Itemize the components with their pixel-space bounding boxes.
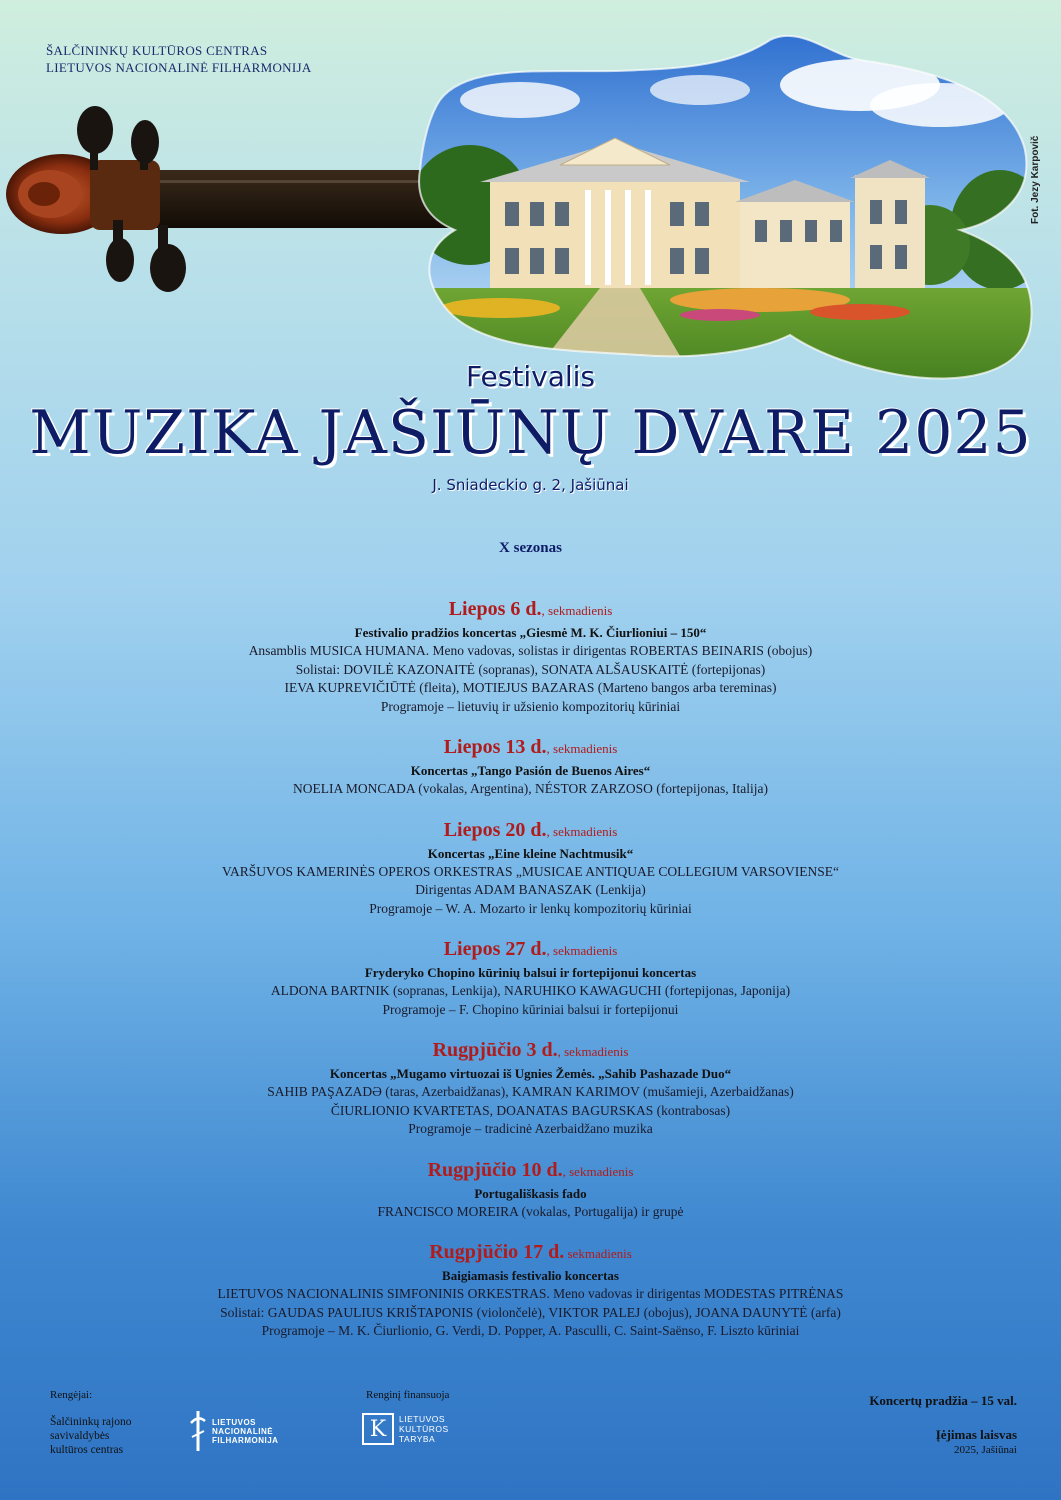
- footer: [0, 1385, 1061, 1500]
- event-title: Fryderyko Chopino kūrinių balsui ir fortepijonui koncertas: [364, 965, 697, 980]
- event-weekday: , sekmadienis: [546, 943, 618, 958]
- event-detail: ČIURLIONIO KVARTETAS, DOANATAS BAGURSKAS (kontrabosas): [330, 1102, 731, 1118]
- event-detail: Programoje – tradicinė Azerbaidžano muzika: [408, 1121, 653, 1136]
- culture-council-logo-icon: K: [362, 1413, 394, 1445]
- philharmonic-logo: [188, 1409, 278, 1453]
- event-date-line: [0, 1037, 1061, 1065]
- event-date-line: [0, 1239, 1061, 1267]
- event-item: [0, 734, 1061, 799]
- event-date: Liepos 13 d.: [443, 736, 547, 758]
- event-weekday: sekmadienis: [564, 1246, 632, 1261]
- philharmonic-logo-line: NACIONALINĖ: [212, 1426, 274, 1436]
- festival-title: MUZIKA JAŠIŪNŲ DVARE 2025: [29, 398, 1032, 468]
- organizer-line: ŠALČININKŲ KULTŪROS CENTRAS: [46, 43, 268, 58]
- event-detail: IEVA KUPREVIČIŪTĖ (fleita), MOTIEJUS BAZARAS (Marteno bangos arba tereminas): [284, 680, 777, 695]
- event-detail: NOELIA MONCADA (vokalas, Argentina), NÉSTOR ZARZOSO (fortepijonas, Italija): [293, 781, 768, 796]
- season-label: X sezonas: [499, 540, 562, 556]
- organizer-name-line: savivaldybės: [50, 1430, 110, 1442]
- event-detail: Ansamblis MUSICA HUMANA. Meno vadovas, solistas ir dirigentas ROBERTAS BEINARIS (obojus): [248, 643, 813, 658]
- event-detail: ALDONA BARTNIK (sopranas, Lenkija), NARUHIKO KAWAGUCHI (fortepijonas, Japonija): [270, 983, 791, 998]
- place-year: 2025, Jašiūnai: [954, 1444, 1017, 1456]
- event-date: Rugpjūčio 17 d.: [429, 1241, 565, 1263]
- event-detail: SAHIB PAŞAZADƏ (taras, Azerbaidžanas), KAMRAN KARIMOV (mušamieji, Azerbaidžanas): [267, 1084, 794, 1099]
- event-date: Liepos 27 d.: [443, 938, 547, 960]
- event-detail: Solistai: DOVILĖ KAZONAITĖ (sopranas), SONATA ALŠAUSKAITĖ (fortepijonas): [295, 661, 766, 677]
- culture-council-logo: [362, 1413, 449, 1445]
- event-detail: Programoje – lietuvių ir užsienio kompozitorių kūriniai: [380, 698, 681, 714]
- organizer-name-line: kultūros centras: [50, 1444, 124, 1456]
- entry-info: Įėjimas laisvas: [935, 1427, 1017, 1442]
- photo-credit: Fot. Jezy Karpovič: [1030, 135, 1041, 224]
- event-title: Koncertas „Mugamo virtuozai iš Ugnies Žemės. „Sahib Pashazade Duo“: [329, 1066, 732, 1081]
- event-item: [0, 817, 1061, 919]
- event-date: Liepos 6 d.: [448, 598, 542, 620]
- event-date: Rugpjūčio 10 d.: [427, 1158, 563, 1181]
- start-time: Koncertų pradžia – 15 val.: [869, 1393, 1017, 1408]
- event-item: [0, 596, 1061, 716]
- event-weekday: , sekmadienis: [546, 823, 618, 839]
- organizers-label: Rengėjai:: [50, 1389, 93, 1401]
- event-date-line: [0, 596, 1061, 624]
- event-title: Portugališkasis fado: [474, 1185, 587, 1201]
- event-detail: Solistai: GAUDAS PAULIUS KRIŠTAPONIS (violončelė), VIKTOR PALEJ (obojus), JOANA DAUNYTĖ (arfa): [220, 1304, 841, 1320]
- event-date: Rugpjūčio 3 d.: [432, 1039, 558, 1061]
- event-title: Koncertas „Eine kleine Nachtmusik“: [427, 845, 634, 861]
- event-weekday: , sekmadienis: [557, 1044, 629, 1059]
- events-list: [0, 596, 1061, 1359]
- event-item: [0, 936, 1061, 1019]
- philharmonic-logo-icon: [188, 1409, 208, 1453]
- violin-manor-illustration: [0, 30, 1061, 390]
- event-date-line: [0, 734, 1061, 762]
- organizer-line: LIETUVOS NACIONALINĖ FILHARMONIJA: [46, 60, 312, 75]
- festival-label: Festivalis: [465, 360, 596, 393]
- event-weekday: , sekmadienis: [562, 1163, 634, 1179]
- funding-label: Renginį finansuoja: [366, 1389, 450, 1401]
- event-detail: Programoje – W. A. Mozarto ir lenkų kompozitorių kūriniai: [369, 900, 692, 916]
- philharmonic-logo-line: FILHARMONIJA: [212, 1435, 279, 1445]
- philharmonic-logo-line: LIETUVOS: [212, 1417, 257, 1427]
- event-title: Koncertas „Tango Pasión de Buenos Aires“: [410, 763, 651, 778]
- culture-council-logo-line: KULTŪROS: [399, 1424, 449, 1434]
- event-weekday: , sekmadienis: [546, 741, 618, 756]
- culture-council-logo-line: TARYBA: [399, 1434, 436, 1444]
- event-date-line: [0, 817, 1061, 845]
- event-item: [0, 1157, 1061, 1222]
- event-item: [0, 1037, 1061, 1139]
- event-detail: Programoje – M. K. Čiurlionio, G. Verdi, D. Popper, A. Pasculli, C. Saint-Saënso, F. Liszto kūriniai: [261, 1323, 800, 1338]
- event-item: [0, 1239, 1061, 1341]
- event-detail: LIETUVOS NACIONALINIS SIMFONINIS ORKESTRAS. Meno vadovas ir dirigentas MODESTAS PITRĖNAS: [217, 1286, 844, 1301]
- event-title: Festivalio pradžios koncertas „Giesmė M. K. Čiurlioniui – 150“: [354, 625, 707, 640]
- event-title: Baigiamasis festivalio koncertas: [442, 1268, 619, 1283]
- event-detail: FRANCISCO MOREIRA (vokalas, Portugalija) ir grupė: [377, 1203, 684, 1219]
- event-date: Liepos 20 d.: [443, 818, 547, 841]
- festival-address: J. Sniadeckio g. 2, Jašiūnai: [432, 476, 629, 494]
- organizer-name: [50, 1415, 131, 1457]
- culture-council-logo-line: LIETUVOS: [399, 1414, 446, 1424]
- event-weekday: , sekmadienis: [541, 603, 613, 618]
- event-detail: Dirigentas ADAM BANASZAK (Lenkija): [415, 882, 646, 897]
- event-date-line: [0, 1157, 1061, 1185]
- event-detail: VARŠUVOS KAMERINĖS OPEROS ORKESTRAS „MUSICAE ANTIQUAE COLLEGIUM VARSOVIENSE“: [222, 863, 839, 879]
- organizer-name-line: Šalčininkų rajono: [50, 1416, 132, 1428]
- event-date-line: [0, 936, 1061, 964]
- event-detail: Programoje – F. Chopino kūriniai balsui ir fortepijonui: [382, 1001, 679, 1017]
